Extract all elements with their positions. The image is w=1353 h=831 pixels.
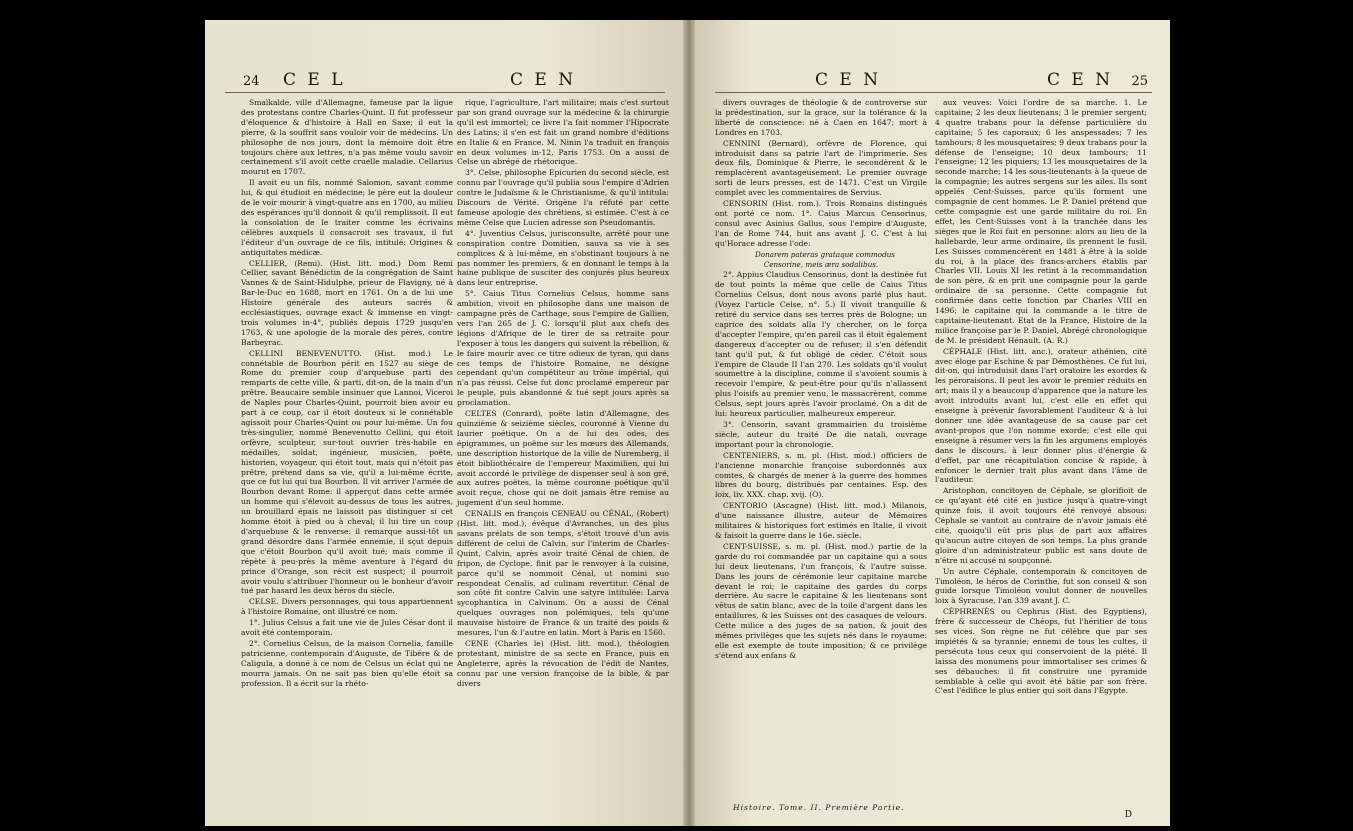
paragraph: Un autre Céphale, contemporain & concitoyen de Timoléon, le héros de Corinthe, fut son conseil & son guide lorsque Timoléon voulut donner de nouvelles loix à Syracuse, l'an 339 avant J. C. <box>935 566 1147 606</box>
paragraph: 1°. Julius Celsus a fait une vie de Jules César dont il avoit été contemporain. <box>241 618 453 638</box>
book-gutter <box>683 20 695 826</box>
left-column-1 <box>241 98 453 689</box>
paragraph: CELLIER, (Remi). (Hist. litt. mod.) Dom Remi Cellier, savant Bénédictin de la congrégation de Saint Vannes & de Saint-Hidulphe, prieur de Flavigny, né à Bar-le-Duc en 1688, mort en 1761. On a de lui une Histoire générale des auteurs sacrés & ecclésiastiques, ouvrage exact & immense en vingt-trois volumes in-4°, publiés depuis 1729 jusqu'en 1763, & une apologie de la morale des pères, contre Barbeyrac. <box>241 258 453 347</box>
left-column-2 <box>457 98 669 689</box>
running-head: C E L <box>283 70 346 90</box>
paragraph: 4°. Juventius Celsus, jurisconsulte, arrêté pour une conspiration contre Domitien, sauva sa vie à ses complices & à lui-même, en s'obstinant toujours à ne pas nommer les premiers, & en donnant le temps à la haine publique de susciter des conjurés plus heureux dans leur entreprise. <box>457 228 669 288</box>
paragraph: 3°. Censorin, savant grammairien du troisième siècle, auteur du traité De die natali, ouvrage important pour la chronologie. <box>715 420 927 449</box>
paragraph: 2°. Appius Claudius Censorinus, dont la destinée fut de tout points la même que celle de Caius Titus Cornelius Celsus, dont nous avons parlé plus haut. (Voyez l'article Celse, n°. 5.) Il vivoit tranquille & retiré du service dans ses terres près de Bologne; un caprice des soldats alla l'y chercher, on le força d'accepter l'empire, qu'en pareil cas il étoit également dangereux d'accepter ou de refuser; il s'en défendit tant qu'il put, & fut obligé de céder. C'étoit sous l'empire de Claude II l'an 270. Les soldats qu'il voulut soumettre à la discipline, comme il s'avoient soumis à recevoir l'empire, & peut-être pour qu'ils n'allassent plus l'oisifs au premier venu, le massacrèrent, comme Celsus, sept jours après l'avoir proclamé. On a dit de lui: heureux particulier, malheureux empereur. <box>715 270 927 419</box>
open-book <box>205 20 1170 826</box>
running-head: C E N <box>510 70 577 90</box>
page-number: 25 <box>1131 74 1148 89</box>
paragraph: CELLINI BENEVENUTTO. (Hist. mod.) Le connétable de Bourbon périt en 1527 au siège de Rome du premier coup d'arquebuse parti des remparts de cette ville, & parti, dit-on, de la main d'un prêtre. Beaucaire semble insinuer que Lannoi, Viceroi de Naples pour Charles-Quint, pourroit bien avoir eu part à ce coup, car il étoit douteux si le connétable agissoit pour Charles-Quint ou pour lui-même. Un fou très-singulier, nommé Benevenutto Cellini, qui étoit orfèvre, sculpteur, sur-tout ouvrier très-habile en médailles, soldat, ingénieur, musicien, poëte, historien, voyageur, qui étoit tout, mais qui n'étoit pas prêtre, prétend dans sa vie, qu'il a lui-même écrite, que ce fut lui qui tua Bourbon. Il vit arriver l'armée de Bourbon devant Rome: il apperçut dans cette armée un homme qui s'élevoit au-dessus de tous les autres, un brouillard épais ne laissoit pas distinguer si cet homme étoit à pied ou à cheval; il lui tire un coup d'arquebuse & le renverse: il remarque aussi-tôt un grand désordre dans l'armée ennemie, il sçut depuis que c'étoit Bourbon qu'il avoit tué; mais comme il répète à peu-près la même aventure à l'égard du prince d'Orange, son récit est suspect; il pourroit avoir voulu s'attribuer l'honneur ou le bonheur d'avoir tué par hasard les deux héros du siècle. <box>241 348 453 596</box>
paragraph: CELSE. Divers personnages, qui tous appartiennent à l'histoire Romaine, ont illustré ce nom. <box>241 597 453 617</box>
right-column-1 <box>715 98 927 662</box>
signature-mark: D <box>1124 810 1132 820</box>
paragraph: CENT-SUISSE, s. m. pl. (Hist. mod.) partie de la garde du roi commandée par un capitaine qui a sous lui deux lieutenans, l'un françois, & l'autre suisse. Dans les jours de cérémonie leur capitaine marche devant le roi; le capitaine des gardes du corps derrière. Au sacre le capitaine & les lieutenans sont vêtus de satin blanc, avec de la toile d'argent dans les entaillures, & les Suisses ont des casaques de velours. Cette milice a des juges de sa nation, & jouit des mêmes privilèges que les sujets nés dans le royaume: elle est exempte de toute imposition; & ce privilège s'étend aux enfans & <box>715 541 927 660</box>
paragraph: CENNINI (Bernard), orfèvre de Florence, qui introduisit dans sa patrie l'art de l'imprimerie. Ses deux fils, Dominique & Pierre, le secondèrent & le remplacèrent avantageusement. Le premier ouvrage sorti de leurs presses, est de 1471. C'est un Virgile complet avec les commentaires de Servius. <box>715 138 927 198</box>
page-footer: Histoire. Tome. II. Première Partie. <box>733 803 905 812</box>
paragraph: divers ouvrages de théologie & de controverse sur la prédestination, sur la grace, sur la tolérance & la liberté de conscience: né à Caen en 1647; mort à Londres en 1703. <box>715 98 927 137</box>
paragraph: aux veuves: Voici l'ordre de sa marche. 1. Le capitaine; 2 les deux lieutenans; 3 le premier sergent; 4 quatre trabans pour la défense particulière du capitaine; 5 les caporaux; 6 les anspessades; 7 les tambours; 8 les mousquetaires; 9 deux trabans pour la défense de l'enseigne; 10 deux tambours; 11 l'enseigne; 12 les piquiers; 13 les mousquetaires de la seconde marche; 14 les sous-lieutenants à la queue de la compagnie; les autres sergens sur les ailes. Ils sont appelés Cent-Suisses, parce qu'ils forment une compagnie de cent hommes. Le P. Daniel prétend que cette compagnie est une garde militaire du roi. En effet, les Cent-Suisses vont à la tranchée dans les sièges que le Roi fait en personne: alors au lieu de la hallebarde, leur arme ordinaire, ils prennent le fusil. Les Suisses commencèrent en 1481 à être à la solde du roi, à la place des francs-archers établis par Charles VII. Louis XI les retint à la recommandation de son père, & en prit une compagnie pour la garde ordinaire de sa personne. Cette compagnie fut confirmée dans cette fonction par Charles VIII en 1496; le capitaine qui la commande a le titre de capitaine-lieutenant. Etat de la France, Histoire de la milice françoise par le P. Daniel, Abrégé chronologique de M. le président Hénault. (A. R.) <box>935 98 1147 345</box>
running-head: C E N <box>815 70 882 90</box>
paragraph: CÉPHALE (Hist. litt. anc.), orateur athénien, cité avec éloge par Eschine & par Démosthènes. Ce fut lui, dit-on, qui introduisit dans l'art oratoire les exordes & les péroraisons. Il peut les avoir le premier réduits en art; mais il y a beaucoup d'apparence que la nature les avoit introduits avant lui, c'est elle en effet qui enseigne à prévenir favorablement l'auditeur & à lui donner une idée avantageuse de sa cause par cet avant-propos que l'on nomme exorde; c'est elle qui enseigne à résumer vers la fin les argumens employés dans le discours, à leur donner plus d'énergie & d'effet, par une récapitulation concise & rapide, à enfoncer le dernier trait plus avant dans l'âme de l'auditeur. <box>935 346 1147 485</box>
running-head: C E N <box>1047 70 1114 90</box>
paragraph: Donarem pateras grataque commodus Censorine, meis æra sodalibus. <box>754 249 895 269</box>
right-page-header <box>715 70 1152 93</box>
left-page <box>205 20 683 826</box>
right-page <box>695 20 1170 826</box>
paragraph: rique, l'agriculture, l'art militaire; mais c'est surtout par son grand ouvrage sur la médecine & la chirurgie qu'il est immortel; ce livre l'a fait nommer l'Hipocrate des Latins; il s'en est fait un grand nombre d'éditions en Italie & en France. M. Ninin l'a traduit en françois en deux volumes in-12, Paris 1753. On a aussi de Celse un abrégé de rhétorique. <box>457 98 669 167</box>
paragraph: 5°. Caius Titus Cornelius Celsus, homme sans ambition, vivoit en philosophe dans une maison de campagne près de Carthage, sous l'empire de Gallien, vers l'an 265 de J. C. lorsqu'il plut aux chefs des légions d'Afrique de le tirer de sa retraite pour l'exposer à tous les dangers qui suivent la rébellion, & le faire mourir avec ce titre odieux de tyran, qui dans ces temps de l'histoire Romaine, ne désigne cependant qu'un compétiteur au trône impérial, qui n'a pas réussi. Celse fut donc proclamé empereur par le peuple, puis abandonné & tué sept jours après sa proclamation. <box>457 289 669 408</box>
left-page-header <box>225 70 665 93</box>
right-column-2 <box>935 98 1147 697</box>
paragraph: CENALIS en françois CENEAU ou CÉNAL, (Robert) (Hist. litt. mod.), évêque d'Avranches, un des plus savans prélats de son temps, s'étoit trouvé d'un avis différent de celui de Calvin, sur l'interim de Charles-Quint, Calvin, après avoir traité Cénal de chien, de fripon, de Cyclope, finit par le renvoyer à la cuisine, parce qu'il se nommoit Cénal, ut nomini suo respondeat Cenalis, ad culinam revertitur. Cénal de son côté fit contre Calvin une satyre intitulée: Larva sycophantica in Calvinum. On a aussi de Cénal quelques ouvrages non polémiques, tels qu'une mauvaise histoire de France & un traité des poids & mesures, l'un & l'autre en latin. Mort à Paris en 1560. <box>457 509 669 638</box>
paragraph: Aristophon, concitoyen de Céphale, se glorifioit de ce qu'ayant été cité en justice jusqu'à quatre-vingt quinze fois, il avoit toujours été renvoyé absous: Céphale se vantoit au contraire de n'avoir jamais été cité, quoiqu'il eût pris plus de part aux affaires qu'aucun autre citoyen de son temps. La plus grande gloire d'un administrateur public est sans doute de n'être ni accusé ni soupçonné. <box>935 486 1147 565</box>
paragraph: CENTENIERS, s. m. pl. (Hist. mod.) officiers de l'ancienne monarchie françoise subordonnés aux comtes, & chargés de mener à la guerre des hommes libres du bourg, distribués par centaines. Esp. des loix, liv. XXX. chap. xvij. (O). <box>715 450 927 500</box>
paragraph: Il avoit eu un fils, nommé Salomon, savant comme lui, & qui étudioit en médecine; le père eut la douleur de le voir mourir à vingt-quatre ans en 1700, au milieu des espérances qu'il donnoit & qu'il remplissoit. Il eut la consolation de le traiter comme les écrivains célèbres auxquels il consacroit ses travaux, il fut l'éditeur d'un ouvrage de ce fils, intitulé: Origines & antiquitates medicæ. <box>241 178 453 257</box>
paragraph: 2°. Cornelius Celsus, de la maison Cornelia, famille patricienne, contemporain d'Auguste, de Tibère & de Caligula, a donné à ce nom de Celsus un éclat qui ne mourra jamais. On ne sait pas bien qu'elle étoit sa profession. Il a écrit sur la rhéto- <box>241 638 453 688</box>
paragraph: CENSORIN (Hist. rom.). Trois Romains distingués ont porté ce nom. 1°. Caius Marcus Censorinus, consul avec Asinius Gallus, sous l'empire d'Auguste, l'an de Rome 744, huit ans avant J. C. C'est à lui qu'Horace adresse l'ode: <box>715 199 927 248</box>
page-number: 24 <box>243 74 260 89</box>
paragraph: 3°. Celse, philosophe Epicurien du second siècle, est connu par l'ouvrage qu'il publia sous l'empire d'Adrien contre le Judaïsme & le Christianisme, & qu'il intitula: Discours de Vérité. Origène l'a réfuté par cette fameuse apologie des chrétiens, si estimée. C'est à ce même Celse que Lucien adresse son Pseudomantis. <box>457 168 669 227</box>
paragraph: CENE (Charles le) (Hist. litt. mod.), théologien protestant, ministre de sa secte en France, puis en Angleterre, après la révocation de l'édit de Nantes, connu par une version françoise de la bible, & par divers <box>457 638 669 688</box>
paragraph: Smalkalde, ville d'Allemagne, fameuse par la ligue des protestans contre Charles-Quint. Il fut professeur d'éloquence & d'histoire à Hall en Saxe; il eut la pierre, & la souffrit sans vouloir voir de médecins. Un philosophe de nos jours, dont la mémoire doit être toujours chère aux lettres, n'a pas même voulu savoir certainement s'il avoit cette cruelle maladie. Cellarius mourut en 1707. <box>241 98 453 177</box>
paragraph: CÉPHRENÈS ou Cephrus (Hist. des Egyptiens), frère & successeur de Chéops, fut l'héritier de tous ses vices. Son règne ne fut célèbre que par ses impiétés & sa tyrannie; ennemi de tous les cultes, il persécuta tous ceux qui conservoient de la piété. Il laissa des monumens pour immortaliser ses crimes & ses débauches: il fit construire une pyramide semblable à celle qui avoit été bâtie par son frère. C'est l'édifice le plus entier qui soit dans l'Egypte. <box>935 607 1147 696</box>
paragraph: CENTORIO (Ascagne) (Hist. litt. mod.) Milanois, d'une naissance illustre, auteur de Mémoires militaires & historiques fort estimés en Italie, il vivoit & faisoit la guerre dans le 16e. siècle. <box>715 501 927 540</box>
paragraph: CELTES (Conrard), poëte latin d'Allemagne, des quinzième & seizième siècles, couronné à Vienne du laurier poétique. On a de lui des odes, des épigrammes, un poëme sur les mœurs des Allemands, une description historique de la ville de Nuremberg, il étoit bibliothécaire de l'empereur Maximilien, qui lui avoit accordé le privilège de dispenser seul à son gré, aux autres poëtes, la même couronne poétique qu'il avoit reçue, chose qui ne doit jamais être remise au jugement d'un seul homme. <box>457 409 669 508</box>
